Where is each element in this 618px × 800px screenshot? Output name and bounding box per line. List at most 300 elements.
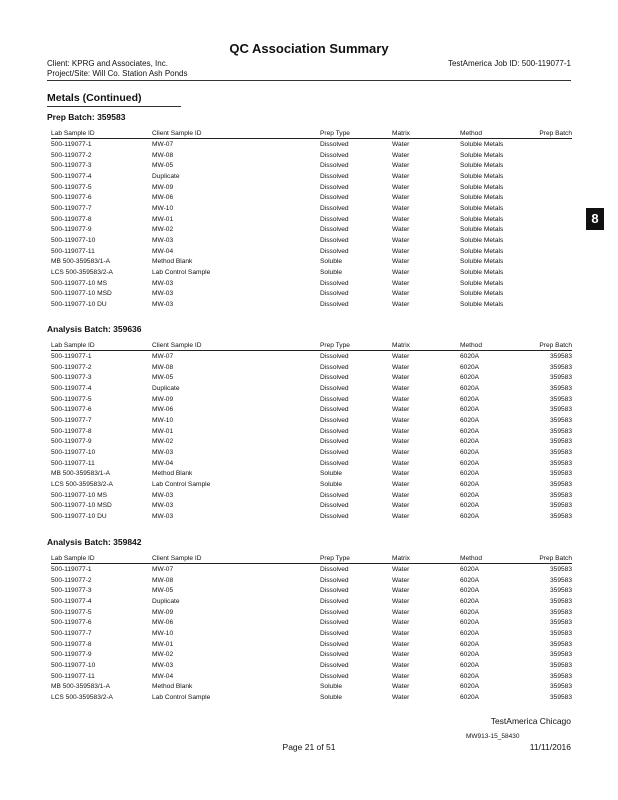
cell-client-sample-id: Lab Control Sample [152,269,211,277]
table-row [51,299,572,310]
column-header-matrix: Matrix [392,553,460,564]
cell-lab-sample-id: 500-119077-5 [51,183,92,191]
table-row [51,575,572,586]
cell-lab-sample-id: 500-119077-3 [51,374,92,382]
cell-lab-sample-id: 500-119077-8 [51,640,92,648]
cell-prep-type: Dissolved [320,438,349,446]
cell-matrix: Water [392,470,410,478]
cell-prep-type: Dissolved [320,215,349,223]
table-header [51,128,572,139]
cell-client-sample-id: MW-10 [152,416,174,424]
cell-method: 6020A [460,502,480,510]
cell-lab-sample-id: 500-119077-6 [51,406,92,414]
table-row [51,596,572,607]
cell-prep-type: Dissolved [320,629,349,637]
column-header-client-sample-id: Client Sample ID [152,553,320,564]
table-row [51,267,572,278]
table-row [51,564,572,575]
table-row [51,246,572,257]
cell-lab-sample-id: 500-119077-4 [51,172,92,180]
table-row [51,150,572,161]
cell-prep-type: Dissolved [320,162,349,170]
cell-prep-batch: 359583 [549,597,572,605]
cell-lab-sample-id: 500-119077-10 MSD [51,502,112,510]
cell-prep-type: Dissolved [320,406,349,414]
cell-prep-type: Dissolved [320,151,349,159]
cell-method: 6020A [460,481,480,489]
cell-matrix: Water [392,683,410,691]
column-header-matrix: Matrix [392,128,460,139]
table-row [51,383,572,394]
cell-matrix: Water [392,151,410,159]
cell-prep-type: Soluble [320,481,342,489]
cell-matrix: Water [392,183,410,191]
table-row [51,404,572,415]
cell-prep-batch: 359583 [549,502,572,510]
table-row [51,585,572,596]
cell-lab-sample-id: 500-119077-9 [51,226,92,234]
cell-matrix: Water [392,395,410,403]
cell-prep-type: Dissolved [320,183,349,191]
cell-matrix: Water [392,629,410,637]
cell-matrix: Water [392,279,410,287]
cell-method: Soluble Metals [460,204,504,212]
cell-method: 6020A [460,587,480,595]
cell-lab-sample-id: 500-119077-4 [51,597,92,605]
cell-matrix: Water [392,269,410,277]
cell-client-sample-id: MW-04 [152,672,174,680]
cell-prep-batch: 359583 [549,587,572,595]
cell-client-sample-id: MW-02 [152,226,174,234]
table-row [51,372,572,383]
cell-prep-type: Dissolved [320,565,349,573]
table-row [51,490,572,501]
cell-matrix: Water [392,565,410,573]
cell-client-sample-id: MW-08 [152,151,174,159]
cell-client-sample-id: MW-07 [152,565,174,573]
cell-client-sample-id: MW-07 [152,352,174,360]
column-header-lab-sample-id: Lab Sample ID [51,553,152,564]
cell-matrix: Water [392,258,410,266]
cell-prep-type: Dissolved [320,502,349,510]
cell-prep-type: Dissolved [320,651,349,659]
cell-matrix: Water [392,140,410,148]
cell-lab-sample-id: 500-119077-3 [51,587,92,595]
cell-client-sample-id: MW-03 [152,301,174,309]
table-header [51,553,572,564]
cell-prep-type: Dissolved [320,194,349,202]
cell-lab-sample-id: 500-119077-8 [51,427,92,435]
cell-client-sample-id: MW-01 [152,427,174,435]
section-underline [47,106,181,107]
cell-matrix: Water [392,204,410,212]
cell-prep-type: Dissolved [320,587,349,595]
cell-prep-type: Dissolved [320,513,349,521]
cell-matrix: Water [392,597,410,605]
table-row [51,650,572,661]
cell-prep-batch [528,160,572,171]
footer-lab-name: TestAmerica Chicago [490,716,571,726]
cell-prep-batch: 359583 [549,459,572,467]
column-header-matrix: Matrix [392,340,460,351]
cell-prep-type: Dissolved [320,237,349,245]
cell-prep-type: Soluble [320,258,342,266]
cell-lab-sample-id: 500-119077-11 [51,459,95,467]
cell-prep-batch: 359583 [549,619,572,627]
table-row [51,289,572,300]
table-row [51,469,572,480]
cell-method: 6020A [460,651,480,659]
cell-prep-batch [528,225,572,236]
cell-matrix: Water [392,619,410,627]
cell-matrix: Water [392,194,410,202]
section-tab-badge: 8 [586,208,604,230]
cell-matrix: Water [392,672,410,680]
cell-prep-batch [528,192,572,203]
page-title: QC Association Summary [229,41,389,56]
cell-method: 6020A [460,683,480,691]
table-row [51,394,572,405]
table-row [51,225,572,236]
footer-document-code: MW913-15_58430 [466,733,520,740]
cell-matrix: Water [392,481,410,489]
cell-client-sample-id: MW-05 [152,162,174,170]
cell-lab-sample-id: 500-119077-9 [51,438,92,446]
cell-method: 6020A [460,608,480,616]
cell-prep-type: Dissolved [320,247,349,255]
table-body [51,351,572,523]
cell-prep-type: Dissolved [320,459,349,467]
cell-prep-type: Dissolved [320,352,349,360]
cell-client-sample-id: MW-10 [152,204,174,212]
table-row [51,182,572,193]
cell-matrix: Water [392,237,410,245]
cell-client-sample-id: Duplicate [152,597,180,605]
table-row [51,660,572,671]
cell-method: 6020A [460,619,480,627]
cell-prep-type: Dissolved [320,226,349,234]
cell-prep-batch: 359583 [549,672,572,680]
cell-lab-sample-id: 500-119077-10 DU [51,301,107,309]
cell-lab-sample-id: LCS 500-359583/2-A [51,269,113,277]
cell-method: Soluble Metals [460,226,504,234]
cell-lab-sample-id: 500-119077-5 [51,395,92,403]
table-row [51,171,572,182]
cell-client-sample-id: MW-03 [152,237,174,245]
column-header-prep-type: Prep Type [320,128,392,139]
cell-matrix: Water [392,172,410,180]
cell-prep-batch [528,289,572,300]
cell-prep-type: Dissolved [320,290,349,298]
cell-lab-sample-id: 500-119077-2 [51,151,92,159]
cell-prep-batch: 359583 [549,416,572,424]
cell-prep-type: Dissolved [320,662,349,670]
cell-lab-sample-id: 500-119077-4 [51,384,92,392]
cell-matrix: Water [392,406,410,414]
column-header-lab-sample-id: Lab Sample ID [51,128,152,139]
cell-matrix: Water [392,215,410,223]
cell-method: 6020A [460,576,480,584]
cell-prep-batch [528,267,572,278]
cell-lab-sample-id: 500-119077-1 [51,140,92,148]
cell-prep-batch [528,214,572,225]
cell-method: 6020A [460,374,480,382]
cell-lab-sample-id: 500-119077-10 [51,449,96,457]
cell-lab-sample-id: 500-119077-1 [51,352,92,360]
cell-lab-sample-id: MB 500-359583/1-A [51,258,111,266]
cell-method: 6020A [460,629,480,637]
cell-matrix: Water [392,502,410,510]
cell-lab-sample-id: 500-119077-6 [51,194,92,202]
cell-client-sample-id: MW-01 [152,215,174,223]
cell-prep-batch [528,150,572,161]
cell-matrix: Water [392,651,410,659]
column-header-prep-batch: Prep Batch [528,340,572,351]
cell-lab-sample-id: 500-119077-6 [51,619,92,627]
cell-matrix: Water [392,290,410,298]
cell-lab-sample-id: 500-119077-3 [51,162,92,170]
cell-method: 6020A [460,491,480,499]
table-row [51,351,572,362]
footer-page-number: Page 21 of 51 [282,742,336,752]
table-row [51,617,572,628]
cell-prep-type: Dissolved [320,374,349,382]
table-row [51,139,572,150]
cell-method: Soluble Metals [460,247,504,255]
cell-client-sample-id: MW-05 [152,587,174,595]
cell-prep-type: Soluble [320,470,342,478]
cell-lab-sample-id: 500-119077-7 [51,416,92,424]
cell-prep-batch: 359583 [549,640,572,648]
table-body [51,139,572,311]
cell-client-sample-id: Lab Control Sample [152,481,211,489]
table-row [51,671,572,682]
table-row [51,682,572,693]
cell-matrix: Water [392,576,410,584]
cell-matrix: Water [392,694,410,702]
column-header-method: Method [460,128,528,139]
cell-lab-sample-id: 500-119077-11 [51,247,95,255]
table-row [51,479,572,490]
table-row [51,257,572,268]
cell-prep-batch [528,182,572,193]
cell-matrix: Water [392,301,410,309]
cell-prep-type: Dissolved [320,491,349,499]
client-line: Client: KPRG and Associates, Inc. [47,59,168,68]
project-site-line: Project/Site: Will Co. Station Ash Ponds [47,69,188,78]
column-header-client-sample-id: Client Sample ID [152,128,320,139]
table-row [51,203,572,214]
cell-prep-batch: 359583 [549,608,572,616]
cell-matrix: Water [392,384,410,392]
table-header-row [51,553,572,564]
cell-method: 6020A [460,470,480,478]
job-id: TestAmerica Job ID: 500-119077-1 [447,59,571,68]
cell-lab-sample-id: 500-119077-7 [51,204,92,212]
cell-prep-batch: 359583 [549,363,572,371]
table-header [51,340,572,351]
cell-client-sample-id: MW-06 [152,194,174,202]
table-row [51,160,572,171]
cell-method: 6020A [460,513,480,521]
cell-method: Soluble Metals [460,151,504,159]
cell-lab-sample-id: 500-119077-10 MS [51,491,107,499]
cell-prep-type: Dissolved [320,416,349,424]
cell-lab-sample-id: 500-119077-10 MS [51,279,107,287]
cell-method: Soluble Metals [460,172,504,180]
column-header-method: Method [460,553,528,564]
cell-matrix: Water [392,162,410,170]
cell-matrix: Water [392,608,410,616]
cell-prep-batch: 359583 [549,406,572,414]
cell-prep-batch [528,139,572,150]
cell-prep-batch: 359583 [549,395,572,403]
cell-client-sample-id: MW-05 [152,374,174,382]
cell-matrix: Water [392,491,410,499]
table-row [51,192,572,203]
cell-prep-type: Dissolved [320,301,349,309]
cell-client-sample-id: MW-07 [152,140,174,148]
cell-method: Soluble Metals [460,215,504,223]
cell-method: Soluble Metals [460,162,504,170]
cell-client-sample-id: MW-03 [152,279,174,287]
cell-method: 6020A [460,352,480,360]
cell-matrix: Water [392,363,410,371]
cell-lab-sample-id: 500-119077-11 [51,672,95,680]
cell-prep-batch: 359583 [549,384,572,392]
table-row [51,437,572,448]
cell-prep-type: Dissolved [320,427,349,435]
cell-prep-batch [528,257,572,268]
cell-prep-batch: 359583 [549,565,572,573]
cell-lab-sample-id: LCS 500-359583/2-A [51,694,113,702]
cell-client-sample-id: MW-03 [152,662,174,670]
table-row [51,362,572,373]
cell-prep-batch: 359583 [549,491,572,499]
table-header-row [51,340,572,351]
cell-prep-type: Dissolved [320,279,349,287]
cell-prep-batch: 359583 [549,683,572,691]
cell-method: 6020A [460,459,480,467]
cell-prep-type: Dissolved [320,204,349,212]
cell-prep-type: Dissolved [320,608,349,616]
cell-matrix: Water [392,640,410,648]
cell-method: 6020A [460,672,480,680]
cell-prep-batch: 359583 [549,352,572,360]
table-row [51,214,572,225]
cell-client-sample-id: MW-02 [152,438,174,446]
cell-matrix: Water [392,587,410,595]
cell-prep-type: Dissolved [320,363,349,371]
cell-matrix: Water [392,438,410,446]
cell-matrix: Water [392,427,410,435]
cell-method: Soluble Metals [460,194,504,202]
cell-prep-batch: 359583 [549,694,572,702]
cell-prep-batch: 359583 [549,481,572,489]
cell-client-sample-id: Method Blank [152,683,193,691]
cell-prep-batch: 359583 [549,576,572,584]
cell-client-sample-id: MW-09 [152,395,174,403]
footer-date: 11/11/2016 [529,742,571,752]
cell-method: Soluble Metals [460,269,504,277]
cell-method: Soluble Metals [460,237,504,245]
cell-method: 6020A [460,427,480,435]
cell-prep-type: Dissolved [320,449,349,457]
cell-matrix: Water [392,374,410,382]
cell-method: 6020A [460,565,480,573]
column-header-lab-sample-id: Lab Sample ID [51,340,152,351]
cell-client-sample-id: MW-03 [152,513,174,521]
table-row [51,235,572,246]
cell-client-sample-id: MW-03 [152,449,174,457]
cell-lab-sample-id: MB 500-359583/1-A [51,683,111,691]
cell-method: 6020A [460,416,480,424]
cell-prep-batch [528,171,572,182]
table-row [51,692,572,703]
cell-prep-type: Dissolved [320,172,349,180]
cell-lab-sample-id: 500-119077-10 [51,237,96,245]
cell-prep-type: Dissolved [320,597,349,605]
cell-method: Soluble Metals [460,183,504,191]
cell-matrix: Water [392,449,410,457]
cell-lab-sample-id: 500-119077-7 [51,629,92,637]
cell-method: 6020A [460,597,480,605]
cell-client-sample-id: MW-06 [152,406,174,414]
cell-lab-sample-id: MB 500-359583/1-A [51,470,111,478]
cell-prep-batch [528,299,572,310]
batch-title: Prep Batch: 359583 [47,112,126,122]
table-row [51,458,572,469]
cell-prep-type: Dissolved [320,395,349,403]
cell-method: Soluble Metals [460,290,504,298]
batch-table [51,128,572,310]
column-header-client-sample-id: Client Sample ID [152,340,320,351]
cell-client-sample-id: MW-03 [152,290,174,298]
cell-prep-batch: 359583 [549,651,572,659]
batch-title: Analysis Batch: 359636 [47,324,142,334]
batch-table [51,553,572,703]
cell-matrix: Water [392,513,410,521]
column-header-prep-type: Prep Type [320,340,392,351]
cell-lab-sample-id: 500-119077-1 [51,565,92,573]
cell-prep-type: Dissolved [320,672,349,680]
cell-lab-sample-id: 500-119077-2 [51,363,92,371]
cell-lab-sample-id: 500-119077-5 [51,608,92,616]
cell-client-sample-id: MW-08 [152,363,174,371]
batch-title: Analysis Batch: 359842 [47,537,142,547]
table-row [51,415,572,426]
cell-lab-sample-id: 500-119077-10 MSD [51,290,112,298]
cell-matrix: Water [392,352,410,360]
cell-client-sample-id: MW-06 [152,619,174,627]
cell-lab-sample-id: 500-119077-10 [51,662,96,670]
cell-lab-sample-id: 500-119077-8 [51,215,92,223]
cell-prep-type: Soluble [320,694,342,702]
cell-prep-type: Dissolved [320,140,349,148]
cell-client-sample-id: MW-03 [152,491,174,499]
cell-prep-batch [528,235,572,246]
table-row [51,607,572,618]
cell-client-sample-id: Method Blank [152,258,193,266]
cell-client-sample-id: MW-04 [152,247,174,255]
cell-method: Soluble Metals [460,258,504,266]
cell-prep-type: Dissolved [320,640,349,648]
cell-client-sample-id: MW-02 [152,651,174,659]
cell-lab-sample-id: 500-119077-2 [51,576,92,584]
cell-client-sample-id: Duplicate [152,384,180,392]
cell-prep-batch: 359583 [549,513,572,521]
table-body [51,564,572,703]
